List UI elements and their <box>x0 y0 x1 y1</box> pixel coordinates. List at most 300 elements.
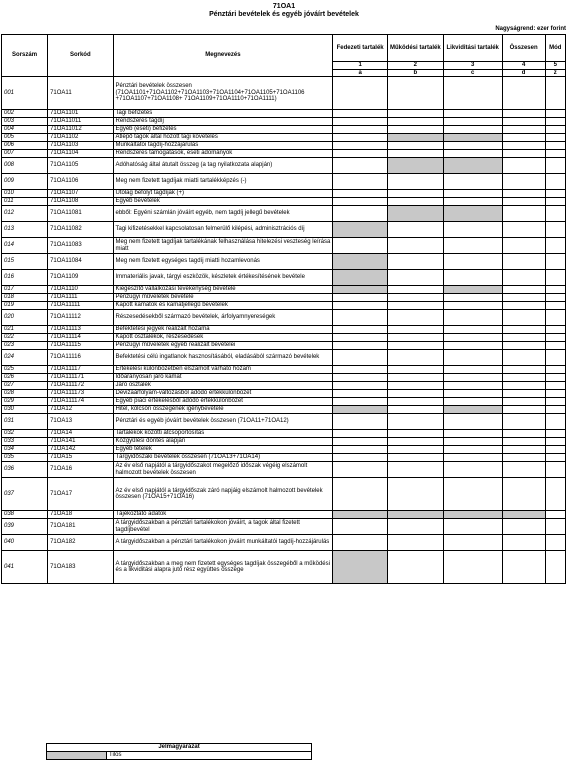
forbidden-cell <box>333 222 388 238</box>
value-cell[interactable] <box>333 302 388 310</box>
forbidden-cell <box>333 406 388 414</box>
value-cell[interactable] <box>333 398 388 406</box>
header-sorkod: Sorkód <box>48 35 113 77</box>
value-cell[interactable] <box>387 198 443 206</box>
value-cell[interactable] <box>443 110 502 118</box>
value-cell[interactable] <box>502 238 545 254</box>
table-row <box>2 158 566 174</box>
value-cell[interactable] <box>502 334 545 342</box>
value-cell[interactable] <box>502 438 545 446</box>
value-cell[interactable] <box>545 454 565 462</box>
data-table <box>1 34 566 584</box>
value-cell[interactable] <box>333 454 388 462</box>
row-number: 005 <box>2 134 48 142</box>
value-cell[interactable] <box>387 77 443 110</box>
value-cell[interactable] <box>502 110 545 118</box>
value-cell[interactable] <box>387 446 443 454</box>
value-cell[interactable] <box>333 110 388 118</box>
value-cell[interactable] <box>387 398 443 406</box>
value-cell[interactable] <box>502 430 545 438</box>
value-cell[interactable] <box>387 551 443 584</box>
row-number: 013 <box>2 222 48 238</box>
value-cell[interactable] <box>545 446 565 454</box>
value-cell[interactable] <box>502 414 545 430</box>
value-cell[interactable] <box>387 350 443 366</box>
value-cell[interactable] <box>502 519 545 535</box>
table-row <box>2 374 566 382</box>
value-cell[interactable] <box>545 382 565 390</box>
row-number: 035 <box>2 454 48 462</box>
row-number: 036 <box>2 462 48 478</box>
table-row <box>2 462 566 478</box>
table-row <box>2 222 566 238</box>
value-cell[interactable] <box>443 438 502 446</box>
row-label: Egyéb (eseti) befizetés <box>113 126 333 134</box>
value-cell[interactable] <box>387 150 443 158</box>
value-cell[interactable] <box>545 334 565 342</box>
value-cell[interactable] <box>333 478 388 511</box>
forbidden-cell <box>387 511 443 519</box>
row-code: 71OA142 <box>48 446 113 454</box>
value-cell[interactable] <box>502 270 545 286</box>
value-cell[interactable] <box>545 438 565 446</box>
value-cell[interactable] <box>333 310 388 326</box>
value-cell[interactable] <box>443 190 502 198</box>
value-cell[interactable] <box>333 294 388 302</box>
value-cell[interactable] <box>545 190 565 198</box>
value-cell[interactable] <box>545 270 565 286</box>
value-cell[interactable] <box>387 110 443 118</box>
legend <box>46 743 312 760</box>
value-cell[interactable] <box>502 478 545 511</box>
row-label: Tárgyidőszaki bevételek összesen (71OA13+71OA14) <box>113 454 333 462</box>
row-label: Kapott kamatok és kamatjellegű bevételek <box>113 302 333 310</box>
value-cell[interactable] <box>502 206 545 222</box>
value-cell[interactable] <box>443 519 502 535</box>
table-row <box>2 511 566 519</box>
table-row <box>2 206 566 222</box>
value-cell[interactable] <box>443 254 502 270</box>
value-cell[interactable] <box>502 390 545 398</box>
forbidden-cell <box>333 286 388 294</box>
value-cell[interactable] <box>387 326 443 334</box>
value-cell[interactable] <box>545 174 565 190</box>
value-cell[interactable] <box>333 438 388 446</box>
value-cell[interactable] <box>545 414 565 430</box>
value-cell[interactable] <box>387 519 443 535</box>
row-number: 006 <box>2 142 48 150</box>
value-cell[interactable] <box>387 406 443 414</box>
table-row <box>2 382 566 390</box>
unit-label: Nagyságrend: ezer forint <box>495 26 566 32</box>
value-cell[interactable] <box>387 142 443 150</box>
row-number: 020 <box>2 310 48 326</box>
value-cell[interactable] <box>502 254 545 270</box>
value-cell[interactable] <box>502 310 545 326</box>
form-code-title: 71OA1 <box>272 3 296 10</box>
value-cell[interactable] <box>333 519 388 535</box>
row-label: Meg nem fizetett tagdíjak miatti tartalékképzés (-) <box>113 174 333 190</box>
row-label: Egyéb bevételek <box>113 198 333 206</box>
value-cell[interactable] <box>545 126 565 134</box>
value-cell[interactable] <box>387 174 443 190</box>
value-cell[interactable] <box>443 350 502 366</box>
value-cell[interactable] <box>545 430 565 438</box>
value-cell[interactable] <box>502 286 545 294</box>
value-cell[interactable] <box>387 342 443 350</box>
value-cell[interactable] <box>443 462 502 478</box>
value-cell[interactable] <box>443 382 502 390</box>
row-code: 71OA11116 <box>48 350 113 366</box>
row-number: 012 <box>2 206 48 222</box>
value-cell[interactable] <box>333 366 388 374</box>
value-cell[interactable] <box>502 174 545 190</box>
row-code: 71OA1106 <box>48 174 113 190</box>
value-cell[interactable] <box>545 406 565 414</box>
value-cell[interactable] <box>545 150 565 158</box>
row-code: 71OA1105 <box>48 158 113 174</box>
row-code: 71OA11083 <box>48 238 113 254</box>
row-label: Kapott osztalékok, részesedések <box>113 334 333 342</box>
value-cell[interactable] <box>443 430 502 438</box>
value-cell[interactable] <box>333 382 388 390</box>
value-cell[interactable] <box>502 150 545 158</box>
value-cell[interactable] <box>502 366 545 374</box>
legend-title: Jelmagyarázat <box>47 744 312 752</box>
value-cell[interactable] <box>545 342 565 350</box>
row-label: Meg nem fizetett tagdíjak tartalékának felhasználása hitelezési veszteség leírása miatt <box>113 238 333 254</box>
forbidden-cell <box>387 206 443 222</box>
value-cell[interactable] <box>387 462 443 478</box>
value-cell[interactable] <box>545 350 565 366</box>
row-number: 031 <box>2 414 48 430</box>
value-cell[interactable] <box>387 270 443 286</box>
row-number: 003 <box>2 118 48 126</box>
value-cell[interactable] <box>443 478 502 511</box>
col-number: 5 <box>545 62 565 70</box>
value-cell[interactable] <box>502 222 545 238</box>
value-cell[interactable] <box>502 126 545 134</box>
value-cell[interactable] <box>545 366 565 374</box>
header-fedezeti: Fedezeti tartalék <box>333 35 388 62</box>
value-cell[interactable] <box>502 454 545 462</box>
row-code: 71OA11112 <box>48 310 113 326</box>
row-label: Átlépő tagok által hozott tagi követelés <box>113 134 333 142</box>
value-cell[interactable] <box>333 414 388 430</box>
value-cell[interactable] <box>333 535 388 551</box>
value-cell[interactable] <box>545 511 565 519</box>
value-cell[interactable] <box>443 302 502 310</box>
value-cell[interactable] <box>502 342 545 350</box>
value-cell[interactable] <box>387 222 443 238</box>
value-cell[interactable] <box>545 519 565 535</box>
value-cell[interactable] <box>545 238 565 254</box>
table-row <box>2 174 566 190</box>
header-mod: Mód <box>545 35 565 62</box>
value-cell[interactable] <box>545 222 565 238</box>
forbidden-cell <box>443 134 502 142</box>
row-code: 71OA11117 <box>48 366 113 374</box>
row-label: Munkáltatói tagdíj-hozzájárulás <box>113 142 333 150</box>
row-number: 033 <box>2 438 48 446</box>
value-cell[interactable] <box>333 326 388 334</box>
table-row <box>2 438 566 446</box>
value-cell[interactable] <box>443 390 502 398</box>
value-cell[interactable] <box>545 110 565 118</box>
forbidden-cell <box>387 134 443 142</box>
value-cell[interactable] <box>387 390 443 398</box>
value-cell[interactable] <box>387 294 443 302</box>
value-cell[interactable] <box>502 398 545 406</box>
value-cell[interactable] <box>333 238 388 254</box>
value-cell[interactable] <box>545 478 565 511</box>
value-cell[interactable] <box>443 198 502 206</box>
row-number: 038 <box>2 511 48 519</box>
value-cell[interactable] <box>443 238 502 254</box>
value-cell[interactable] <box>333 350 388 366</box>
value-cell[interactable] <box>545 198 565 206</box>
value-cell[interactable] <box>545 374 565 382</box>
row-number: 030 <box>2 406 48 414</box>
value-cell[interactable] <box>502 382 545 390</box>
row-code: 71OA11113 <box>48 326 113 334</box>
value-cell[interactable] <box>443 174 502 190</box>
col-number: 4 <box>502 62 545 70</box>
table-row <box>2 302 566 310</box>
value-cell[interactable] <box>443 126 502 134</box>
value-cell[interactable] <box>545 142 565 150</box>
row-label: Időarányosan járó kamat <box>113 374 333 382</box>
row-label: Tartalékok közötti átcsoportosítás <box>113 430 333 438</box>
table-row <box>2 551 566 584</box>
value-cell[interactable] <box>502 551 545 584</box>
col-number: 3 <box>443 62 502 70</box>
row-code: 71OA11115 <box>48 342 113 350</box>
value-cell[interactable] <box>443 118 502 126</box>
header-likviditasi: Likviditási tartalék <box>443 35 502 62</box>
row-code: 71OA11012 <box>48 126 113 134</box>
value-cell[interactable] <box>502 118 545 126</box>
value-cell[interactable] <box>387 374 443 382</box>
value-cell[interactable] <box>387 438 443 446</box>
value-cell[interactable] <box>443 294 502 302</box>
row-number: 041 <box>2 551 48 584</box>
value-cell[interactable] <box>443 310 502 326</box>
value-cell[interactable] <box>443 446 502 454</box>
value-cell[interactable] <box>443 398 502 406</box>
row-label: Immateriális javak, tárgyi eszközök, készletek értékesítésének bevétele <box>113 270 333 286</box>
row-code: 71OA1104 <box>48 150 113 158</box>
value-cell[interactable] <box>333 150 388 158</box>
value-cell[interactable] <box>387 118 443 126</box>
value-cell[interactable] <box>443 366 502 374</box>
row-number: 019 <box>2 302 48 310</box>
value-cell[interactable] <box>443 334 502 342</box>
value-cell[interactable] <box>545 118 565 126</box>
value-cell[interactable] <box>502 302 545 310</box>
row-number: 004 <box>2 126 48 134</box>
value-cell[interactable] <box>545 535 565 551</box>
row-number: 029 <box>2 398 48 406</box>
value-cell[interactable] <box>545 206 565 222</box>
value-cell[interactable] <box>443 342 502 350</box>
value-cell[interactable] <box>333 174 388 190</box>
table-row <box>2 118 566 126</box>
row-label: Pénztári bevételek összesen (71OA1101+71OA1102+71OA1103+71OA1104+71OA1105+71OA1106 +71OA1107+71OA1108+ 71OA1109+71OA1110+71OA1111) <box>113 77 333 110</box>
table-row <box>2 326 566 334</box>
value-cell[interactable] <box>333 77 388 110</box>
value-cell[interactable] <box>502 134 545 142</box>
value-cell[interactable] <box>545 462 565 478</box>
value-cell[interactable] <box>387 414 443 430</box>
row-label: Részesedésekből származó bevételek, árfolyamnyereségek <box>113 310 333 326</box>
value-cell[interactable] <box>443 270 502 286</box>
row-label: Devizaárfolyam-változásból adódó értékkülönbözet <box>113 390 333 398</box>
value-cell[interactable] <box>387 302 443 310</box>
value-cell[interactable] <box>502 462 545 478</box>
row-label: Egyéb piaci értékelésből adódó értékkülönbözet <box>113 398 333 406</box>
value-cell[interactable] <box>387 254 443 270</box>
table-row <box>2 286 566 294</box>
table-row <box>2 270 566 286</box>
value-cell[interactable] <box>387 454 443 462</box>
value-cell[interactable] <box>502 326 545 334</box>
value-cell[interactable] <box>333 462 388 478</box>
value-cell[interactable] <box>502 446 545 454</box>
value-cell[interactable] <box>443 454 502 462</box>
row-label: Pénztári és egyéb jóváírt bevételek összesen (71OA11+71OA12) <box>113 414 333 430</box>
value-cell[interactable] <box>443 535 502 551</box>
table-row <box>2 310 566 326</box>
value-cell[interactable] <box>387 126 443 134</box>
value-cell[interactable] <box>387 238 443 254</box>
value-cell[interactable] <box>333 158 388 174</box>
value-cell[interactable] <box>502 77 545 110</box>
value-cell[interactable] <box>387 310 443 326</box>
table-row <box>2 334 566 342</box>
value-cell[interactable] <box>333 374 388 382</box>
forbidden-cell <box>333 511 388 519</box>
value-cell[interactable] <box>387 478 443 511</box>
value-cell[interactable] <box>333 206 388 222</box>
value-cell[interactable] <box>502 406 545 414</box>
header-osszesen: Összesen <box>502 35 545 62</box>
value-cell[interactable] <box>545 390 565 398</box>
row-number: 017 <box>2 286 48 294</box>
value-cell[interactable] <box>502 294 545 302</box>
value-cell[interactable] <box>443 374 502 382</box>
value-cell[interactable] <box>333 190 388 198</box>
value-cell[interactable] <box>443 222 502 238</box>
row-code: 71OA1108 <box>48 198 113 206</box>
forbidden-cell <box>443 286 502 294</box>
value-cell[interactable] <box>333 390 388 398</box>
value-cell[interactable] <box>333 118 388 126</box>
row-label: Az év első napjától a tárgyidőszak záró napjáig elszámolt halmozott bevételek összesen (71OA15+71OA16) <box>113 478 333 511</box>
value-cell[interactable] <box>387 190 443 198</box>
value-cell[interactable] <box>443 77 502 110</box>
row-label: Utólag befolyt tagdíjak (+) <box>113 190 333 198</box>
value-cell[interactable] <box>502 158 545 174</box>
row-code: 71OA1102 <box>48 134 113 142</box>
forbidden-cell <box>443 158 502 174</box>
value-cell[interactable] <box>502 198 545 206</box>
value-cell[interactable] <box>387 334 443 342</box>
table-row <box>2 454 566 462</box>
row-code: 71OA11111 <box>48 302 113 310</box>
value-cell[interactable] <box>502 142 545 150</box>
value-cell[interactable] <box>333 334 388 342</box>
value-cell[interactable] <box>502 374 545 382</box>
value-cell[interactable] <box>545 326 565 334</box>
table-row <box>2 406 566 414</box>
table-row <box>2 198 566 206</box>
value-cell[interactable] <box>443 326 502 334</box>
row-code: 71OA13 <box>48 414 113 430</box>
row-code: 71OA11081 <box>48 206 113 222</box>
row-number: 024 <box>2 350 48 366</box>
row-number: 014 <box>2 238 48 254</box>
value-cell[interactable] <box>443 414 502 430</box>
col-letter: b <box>387 69 443 77</box>
row-code: 71OA12 <box>48 406 113 414</box>
row-code: 71OA15 <box>48 454 113 462</box>
row-number: 027 <box>2 382 48 390</box>
value-cell[interactable] <box>443 142 502 150</box>
row-label: Egyéb tételek <box>113 446 333 454</box>
value-cell[interactable] <box>387 286 443 294</box>
value-cell[interactable] <box>333 134 388 142</box>
table-row <box>2 294 566 302</box>
value-cell[interactable] <box>333 198 388 206</box>
value-cell[interactable] <box>545 254 565 270</box>
value-cell[interactable] <box>545 134 565 142</box>
value-cell[interactable] <box>333 342 388 350</box>
value-cell[interactable] <box>333 446 388 454</box>
value-cell[interactable] <box>545 286 565 294</box>
value-cell[interactable] <box>443 150 502 158</box>
row-label: Pénzügyi műveletek egyéb realizált bevételei <box>113 342 333 350</box>
value-cell[interactable] <box>502 190 545 198</box>
value-cell[interactable] <box>387 366 443 374</box>
table-row <box>2 414 566 430</box>
value-cell[interactable] <box>333 142 388 150</box>
value-cell[interactable] <box>545 302 565 310</box>
value-cell[interactable] <box>333 430 388 438</box>
value-cell[interactable] <box>545 398 565 406</box>
value-cell[interactable] <box>387 535 443 551</box>
value-cell[interactable] <box>443 551 502 584</box>
row-number: 022 <box>2 334 48 342</box>
value-cell[interactable] <box>387 430 443 438</box>
value-cell[interactable] <box>502 535 545 551</box>
table-row <box>2 342 566 350</box>
table-row <box>2 366 566 374</box>
value-cell[interactable] <box>545 310 565 326</box>
value-cell[interactable] <box>502 350 545 366</box>
value-cell[interactable] <box>545 77 565 110</box>
table-row <box>2 519 566 535</box>
value-cell[interactable] <box>387 382 443 390</box>
form-title: Pénztári bevételek és egyéb jóváírt bevételek <box>209 11 359 18</box>
value-cell[interactable] <box>545 551 565 584</box>
col-letter: d <box>502 69 545 77</box>
row-number: 039 <box>2 519 48 535</box>
value-cell[interactable] <box>545 158 565 174</box>
row-label: Tagi kifizetésekkel kapcsolatosan felmerülő kilépési, adminisztrációs díj <box>113 222 333 238</box>
value-cell[interactable] <box>545 294 565 302</box>
value-cell[interactable] <box>333 126 388 134</box>
